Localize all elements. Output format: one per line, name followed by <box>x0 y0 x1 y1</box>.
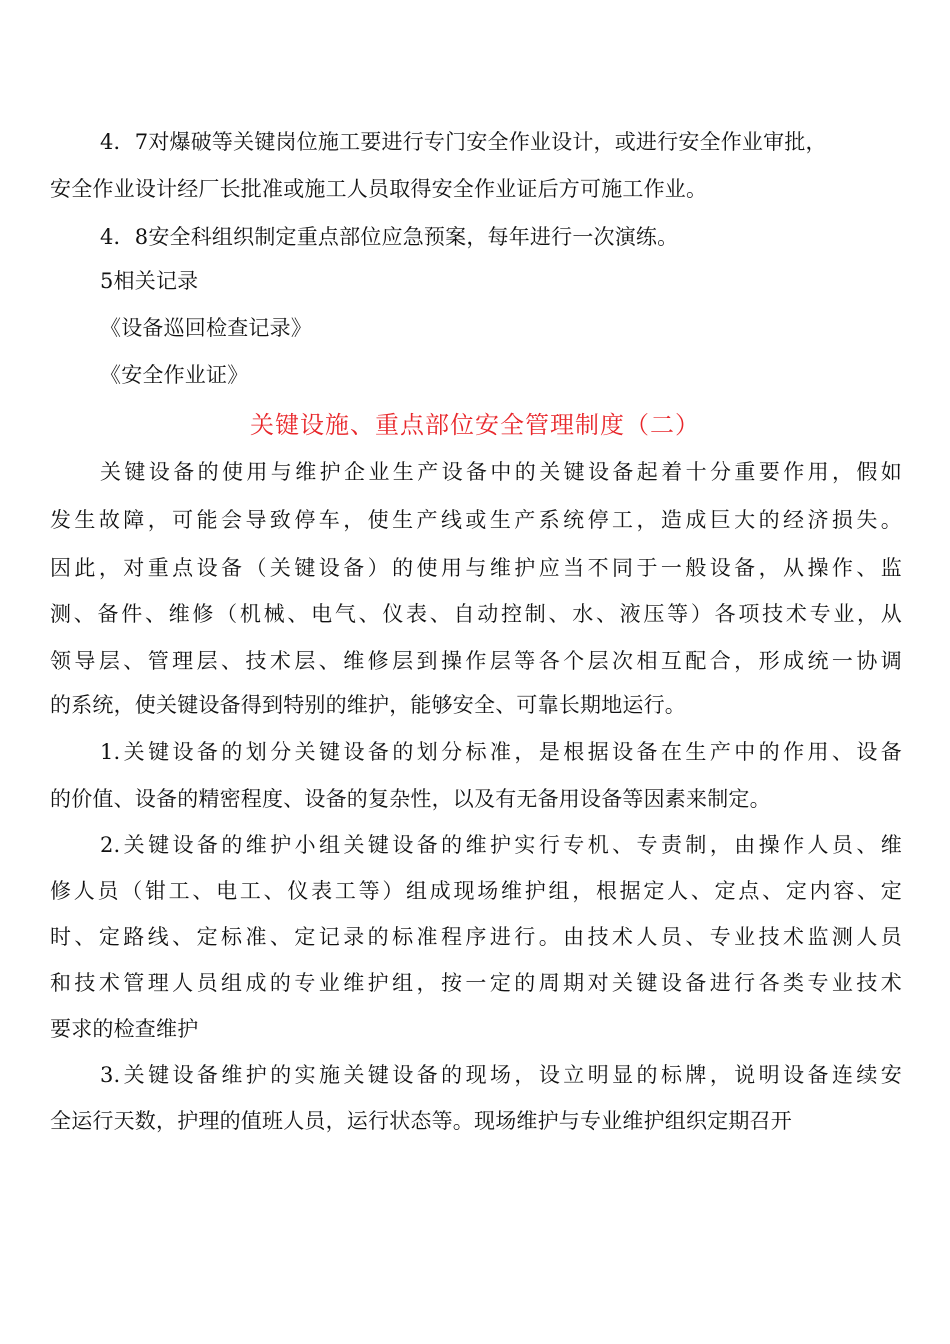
record-item-inspection: 《设备巡回检查记录》 <box>100 316 312 340</box>
paragraph-4-7-line-1: 4．7对爆破等关键岗位施工要进行专门安全作业设计，或进行安全作业审批， <box>100 130 827 154</box>
intro-line-2: 发生故障，可能会导致停车，使生产线或生产系统停工，造成巨大的经济损失。 <box>50 508 902 532</box>
intro-line-4: 测、备件、维修（机械、电气、仪表、自动控制、水、液压等）各项技术专业，从 <box>50 602 902 626</box>
item-2-line-5: 要求的检查维护 <box>50 1017 199 1041</box>
item-3-line-1: 3.关键设备维护的实施关键设备的现场，设立明显的标牌，说明设备连续安 <box>100 1063 902 1087</box>
item-1-line-2: 的价值、设备的精密程度、设备的复杂性，以及有无备用设备等因素来制定。 <box>50 787 771 811</box>
paragraph-4-7-line-2: 安全作业设计经厂长批准或施工人员取得安全作业证后方可施工作业。 <box>50 177 708 201</box>
intro-line-5: 领导层、管理层、技术层、维修层到操作层等各个层次相互配合，形成统一协调 <box>50 649 902 673</box>
intro-line-6: 的系统，使关键设备得到特别的维护，能够安全、可靠长期地运行。 <box>50 693 686 717</box>
records-heading: 5相关记录 <box>100 269 199 293</box>
item-2-line-2: 修人员（钳工、电工、仪表工等）组成现场维护组，根据定人、定点、定内容、定 <box>50 879 902 903</box>
intro-line-1: 关键设备的使用与维护企业生产设备中的关键设备起着十分重要作用，假如 <box>100 460 902 484</box>
paragraph-4-8: 4．8安全科组织制定重点部位应急预案，每年进行一次演练。 <box>100 225 679 249</box>
item-2-line-1: 2.关键设备的维护小组关键设备的维护实行专机、专责制，由操作人员、维 <box>100 833 902 857</box>
document-title: 关键设施、重点部位安全管理制度（二） <box>250 411 700 439</box>
item-2-line-3: 时、定路线、定标准、定记录的标准程序进行。由技术人员、专业技术监测人员 <box>50 925 902 949</box>
item-3-line-2: 全运行天数，护理的值班人员，运行状态等。现场维护与专业维护组织定期召开 <box>50 1109 792 1133</box>
item-2-line-4: 和技术管理人员组成的专业维护组，按一定的周期对关键设备进行各类专业技术 <box>50 971 902 995</box>
item-1-line-1: 1.关键设备的划分关键设备的划分标准，是根据设备在生产中的作用、设备 <box>100 740 902 764</box>
record-item-permit: 《安全作业证》 <box>100 363 249 387</box>
intro-line-3: 因此，对重点设备（关键设备）的使用与维护应当不同于一般设备，从操作、监 <box>50 556 902 580</box>
